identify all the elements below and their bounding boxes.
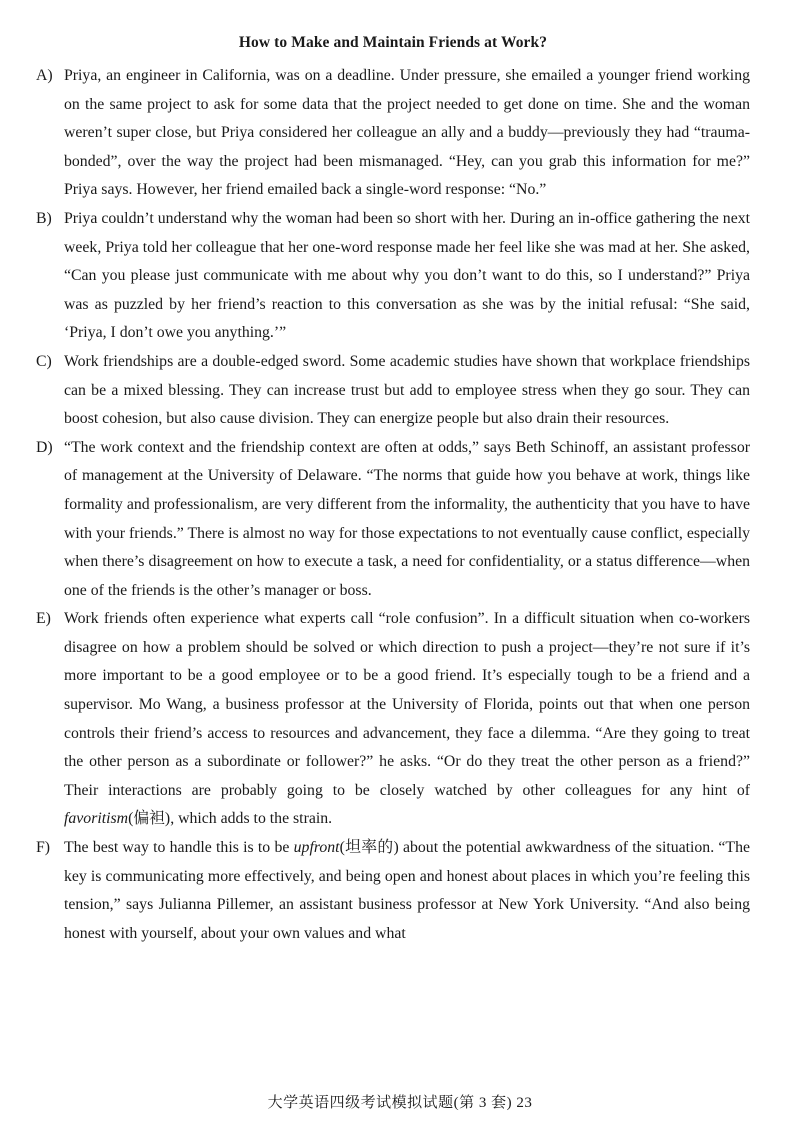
paragraph-text-segment: (坦率的) about the potential awkwardness of the situation. “The key is communicating more effectively, and being open and honest about places in which you’re feeling this tension,” says Julianna Pillemer, an assistant business professor at New York University. “And also being honest with yourself, about your own values and what (64, 839, 750, 942)
paragraph-text (64, 839, 750, 942)
paragraph-label: B) (36, 209, 52, 227)
paragraph-d (36, 434, 750, 606)
paragraph-text-segment: (偏袒), which adds to the strain. (128, 810, 333, 828)
paragraph-label: C) (36, 352, 52, 370)
paragraph-label: F) (36, 839, 51, 857)
paragraph-e (36, 605, 750, 834)
paragraph-label: A) (36, 67, 53, 84)
paragraph-a (36, 62, 750, 205)
paragraph-b (36, 205, 750, 348)
paragraph-text: “The work context and the friendship context are often at odds,” says Beth Schinoff, an assistant professor of management at the University of Delaware. “The norms that guide how you behave at work, things like formality and professionalism, are very different from the informality, the authenticity that you have to have with your friends.” There is almost no way for those expectations to not eventually cause conflict, especially when there’s disagreement on how to execute a task, a need for confidentiality, or a status difference—when one of the friends is the other’s manager or boss. (64, 438, 750, 599)
paragraph-text-segment: Work friends often experience what experts call “role confusion”. In a difficult situation when co-workers disagree on how a problem should be solved or which direction to push a project—they’re not sure if it’s more important to be a good employee or to be a good friend. It’s especially tough to be a friend and a supervisor. Mo Wang, a business professor at the University of Florida, points out that when one person controls their friend’s access to resources and advancement, they face a dilemma. “Are they going to treat the other person as a subordinate or follower?” he asks. “Or do they treat the other person as a friend?” Their interactions are probably going to be closely watched by other colleagues for any hint of (64, 610, 750, 799)
paragraph-text: Priya, an engineer in California, was on a deadline. Under pressure, she emailed a younger friend working on the same project to ask for some data that the project needed to get done on time. She and the woman weren’t super close, but Priya considered her colleague an ally and a buddy—previously they had “trauma-bonded”, over the way the project had been mismanaged. “Hey, can you grab this information for me?” Priya says. However, her friend emailed back a single-word response: “No.” (64, 67, 750, 199)
page-title: How to Make and Maintain Friends at Work? (238, 34, 548, 51)
paragraph-text (64, 610, 750, 827)
italic-term: upfront (293, 839, 340, 857)
paragraph-f (36, 834, 750, 948)
page-footer: 大学英语四级考试模拟试题(第 3 套) 23 (267, 1095, 533, 1111)
paragraph-text: Work friendships are a double-edged sword. Some academic studies have shown that workplace friendships can be a mixed blessing. They can increase trust but add to employee stress when they go sour. They can boost cohesion, but also cause division. They can energize people but also drain their resources. (64, 352, 750, 428)
paragraph-text: Priya couldn’t understand why the woman had been so short with her. During an in-office gathering the next week, Priya told her colleague that her one-word response made her feel like she was mad at her. She asked, “Can you please just communicate with me about why you don’t want to do this, so I understand?” Priya was as puzzled by her friend’s reaction to this conversation as she was by the initial refusal: “She said, ‘Priya, I don’t owe you anything.’” (64, 209, 750, 342)
paragraph-text-segment: The best way to handle this is to be (64, 839, 294, 857)
paragraph-label: E) (36, 610, 51, 628)
italic-term: favoritism (64, 810, 129, 828)
paragraph-label: D) (36, 438, 53, 456)
paragraph-c (36, 348, 750, 434)
